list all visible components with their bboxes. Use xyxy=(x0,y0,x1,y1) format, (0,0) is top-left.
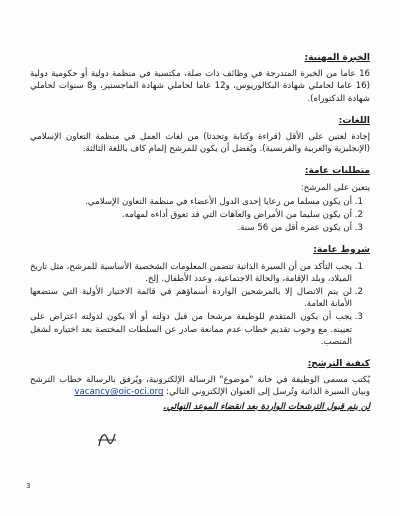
general-requirements-heading: متطلبات عامة: xyxy=(304,166,370,177)
experience-text: 16 عاما من الخبرة المتدرجة في وظائف ذات صلة، مكتسبة في منظمة دولية أو حكومية دولية (16 عاما لحاملي شهادة البكالوريوس، و12 عاما لحاملي شهادة الماجستير، و8 سنوات لحاملي شهادة الدكتوراه). xyxy=(30,69,370,104)
list-item: 1. يجب التأكد من أن السيرة الذاتية تتضمن المعلومات الشخصية الأساسية للمرشح، مثل تاريخ الميلاد، وبلد الإقامة، والحالة الاجتماعية، وعدد الأطفال. إلخ. xyxy=(30,261,352,285)
general-conditions-list xyxy=(30,261,370,348)
list-item: 2. أن يكون سليما من الأمراض والعاهات التي قد تعوق أداءه لمهامه. xyxy=(30,209,352,221)
section-general-conditions xyxy=(30,244,370,348)
languages-heading: اللغات: xyxy=(338,115,370,126)
page-number: 3 xyxy=(26,482,31,490)
application-text xyxy=(30,374,370,398)
general-requirements-list xyxy=(30,196,370,235)
list-item: 2. لن يتم الاتصال إلا بالمرشحين الواردة أسماؤهم في قائمة الاختيار الأولية التي ستضعها الأمانة العامة. xyxy=(30,286,352,310)
section-languages xyxy=(30,115,370,156)
application-heading: كيفية الترشح: xyxy=(307,359,370,370)
document-body xyxy=(30,52,370,413)
application-instructions: يُكتب مسمى الوظيفة في خانة "موضوع" الرسالة الإلكترونية، ويُرفق بالرسالة خطاب الترشح وبيان السيرة الذاتية وتُرسل إلى العنوان الإلكتروني التالي: xyxy=(30,375,370,398)
section-application xyxy=(30,358,370,413)
languages-text: إجادة لغتين على الأقل (قراءة وكتابة وتحدثا) من لغات العمل في منظمة التعاون الإسلامي (الإنجليزية والعربية والفرنسية). ويُفضل أن يكون للمرشح إلمام كاف باللغة الثالثة. xyxy=(30,132,370,155)
list-item: 3. يجب أن يكون المتقدم للوظيفة مرشحا من قبل دولته أو ألا يكون لدولته اعتراض على تعيينه. مع وجوب تقديم خطاب عدم ممانعة صادر عن السلطات المختصة بعد اختياره لشغل المنصب. xyxy=(30,311,352,348)
deadline-warning: لن يتم قبول الترشحات الواردة بعد انقضاء الموعد النهائي. xyxy=(163,401,370,412)
general-requirements-intro: يتعين على المرشح: xyxy=(300,182,370,193)
general-conditions-heading: شروط عامة: xyxy=(313,245,370,256)
email-link[interactable]: vacancy@oic-oci.org xyxy=(74,387,164,398)
list-item: 3. أن يكون عمره أقل من 56 سنة. xyxy=(30,222,352,234)
list-item: 1. أن يكون مسلما من رعايا إحدى الدول الأعضاء في منظمة التعاون الإسلامي. xyxy=(30,196,352,208)
experience-heading: الخبرة المهنية: xyxy=(304,53,370,63)
signature-mark xyxy=(95,428,119,450)
section-general-requirements xyxy=(30,165,370,234)
section-experience xyxy=(30,52,370,105)
